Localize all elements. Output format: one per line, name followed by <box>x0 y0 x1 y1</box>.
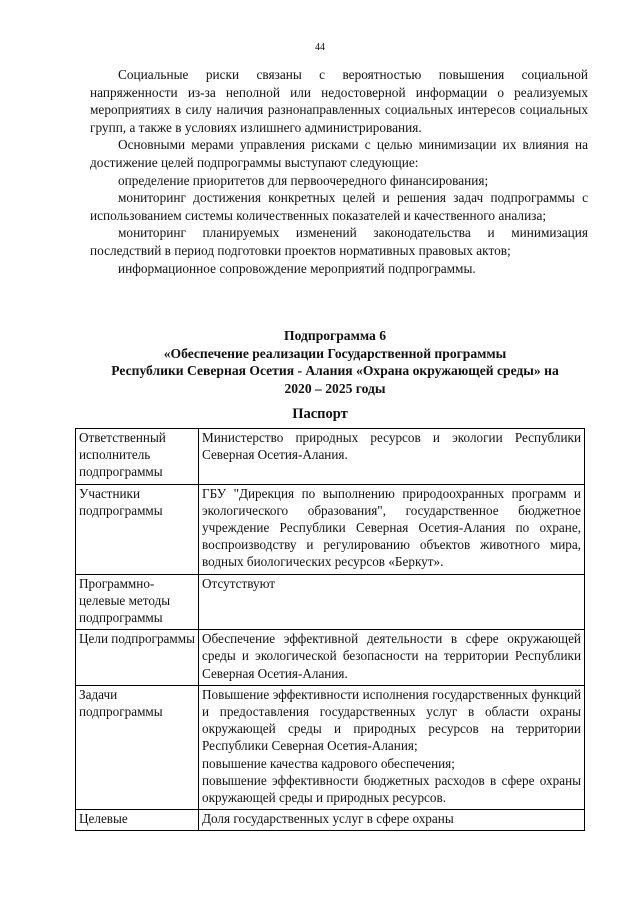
table-row <box>76 429 585 485</box>
row-content <box>199 810 585 831</box>
page-number: 44 <box>315 42 325 53</box>
row-text: повышение эффективности бюджетных расходов в сфере охраны окружающей среды и природных ресурсов. <box>202 772 581 806</box>
subprogram-title-line-1: «Обеспечение реализации Государственной программы <box>163 345 507 361</box>
passport-table <box>75 428 585 831</box>
table-row <box>76 685 585 809</box>
intro-text <box>90 66 588 277</box>
row-label: Участники подпрограммы <box>76 484 199 574</box>
row-content <box>199 484 585 574</box>
row-content <box>199 630 585 686</box>
table-row <box>76 574 585 630</box>
row-label: Целевые <box>76 810 199 831</box>
paragraph-measure-monitoring-goals: мониторинг достижения конкретных целей и решения задач подпрограммы с использованием системы количественных показателей и качественного анализа; <box>90 190 588 223</box>
row-label: Цели подпрограммы <box>76 630 199 686</box>
subprogram-number: Подпрограмма 6 <box>284 328 386 343</box>
table-row <box>76 630 585 686</box>
row-label: Ответственный исполнитель подпрограммы <box>76 429 199 485</box>
paragraph-measure-monitoring-legislation: мониторинг планируемых изменений законодательства и минимизация последствий в период подготовки проектов нормативных правовых актов; <box>90 225 588 258</box>
row-content <box>199 429 585 485</box>
subprogram-heading <box>80 327 590 397</box>
table-row <box>76 484 585 574</box>
table-row <box>76 810 585 831</box>
paragraph-risk-measures: Основными мерами управления рисками с целью минимизации их влияния на достижение целей подпрограммы выступают следующие: <box>90 137 588 170</box>
row-text: Отсутствуют <box>202 575 276 591</box>
row-text: Министерство природных ресурсов и экологии Республики Северная Осетия-Алания. <box>202 430 581 463</box>
row-text: Доля государственных услуг в сфере охраны <box>202 811 454 827</box>
row-content <box>199 685 585 809</box>
row-content <box>199 574 585 630</box>
passport-title: Паспорт <box>292 406 348 422</box>
row-text: Повышение эффективности исполнения государственных функций и предоставления государственных услуг в области охраны окружающей среды и природных ресурсов на территории Республики Северная Осетия-Алания; <box>202 686 581 754</box>
paragraph-measure-priorities: определение приоритетов для первоочередного финансирования; <box>118 172 489 188</box>
row-text: Обеспечение эффективной деятельности в сфере окружающей среды и экологической безопасности на территории Республики Северная Осетия-Алания. <box>202 631 581 681</box>
subprogram-title-line-2: Республики Северная Осетия - Алания «Охрана окружающей среды» на <box>111 363 559 378</box>
row-label: Программно-целевые методы подпрограммы <box>76 574 199 630</box>
row-text: повышение качества кадрового обеспечения; <box>202 755 455 771</box>
row-text: ГБУ "Дирекция по выполнению природоохранных программ и экологического образования", государственное бюджетное учреждение Республики Северная Осетия-Алания по охране, воспроизводству и регулированию объектов животного мира, водных биологических ресурсов «Беркут». <box>202 485 581 570</box>
paragraph-social-risks: Социальные риски связаны с вероятностью повышения социальной напряженности из-за неполной или недостоверной информации о реализуемых мероприятиях в силу наличия разнонаправленных социальных интересов социальных групп, а также в условиях излишнего администрирования. <box>90 67 588 135</box>
row-label: Задачи подпрограммы <box>76 685 199 809</box>
paragraph-measure-information: информационное сопровождение мероприятий подпрограммы. <box>118 260 476 276</box>
subprogram-title-line-3: 2020 – 2025 годы <box>284 380 386 396</box>
